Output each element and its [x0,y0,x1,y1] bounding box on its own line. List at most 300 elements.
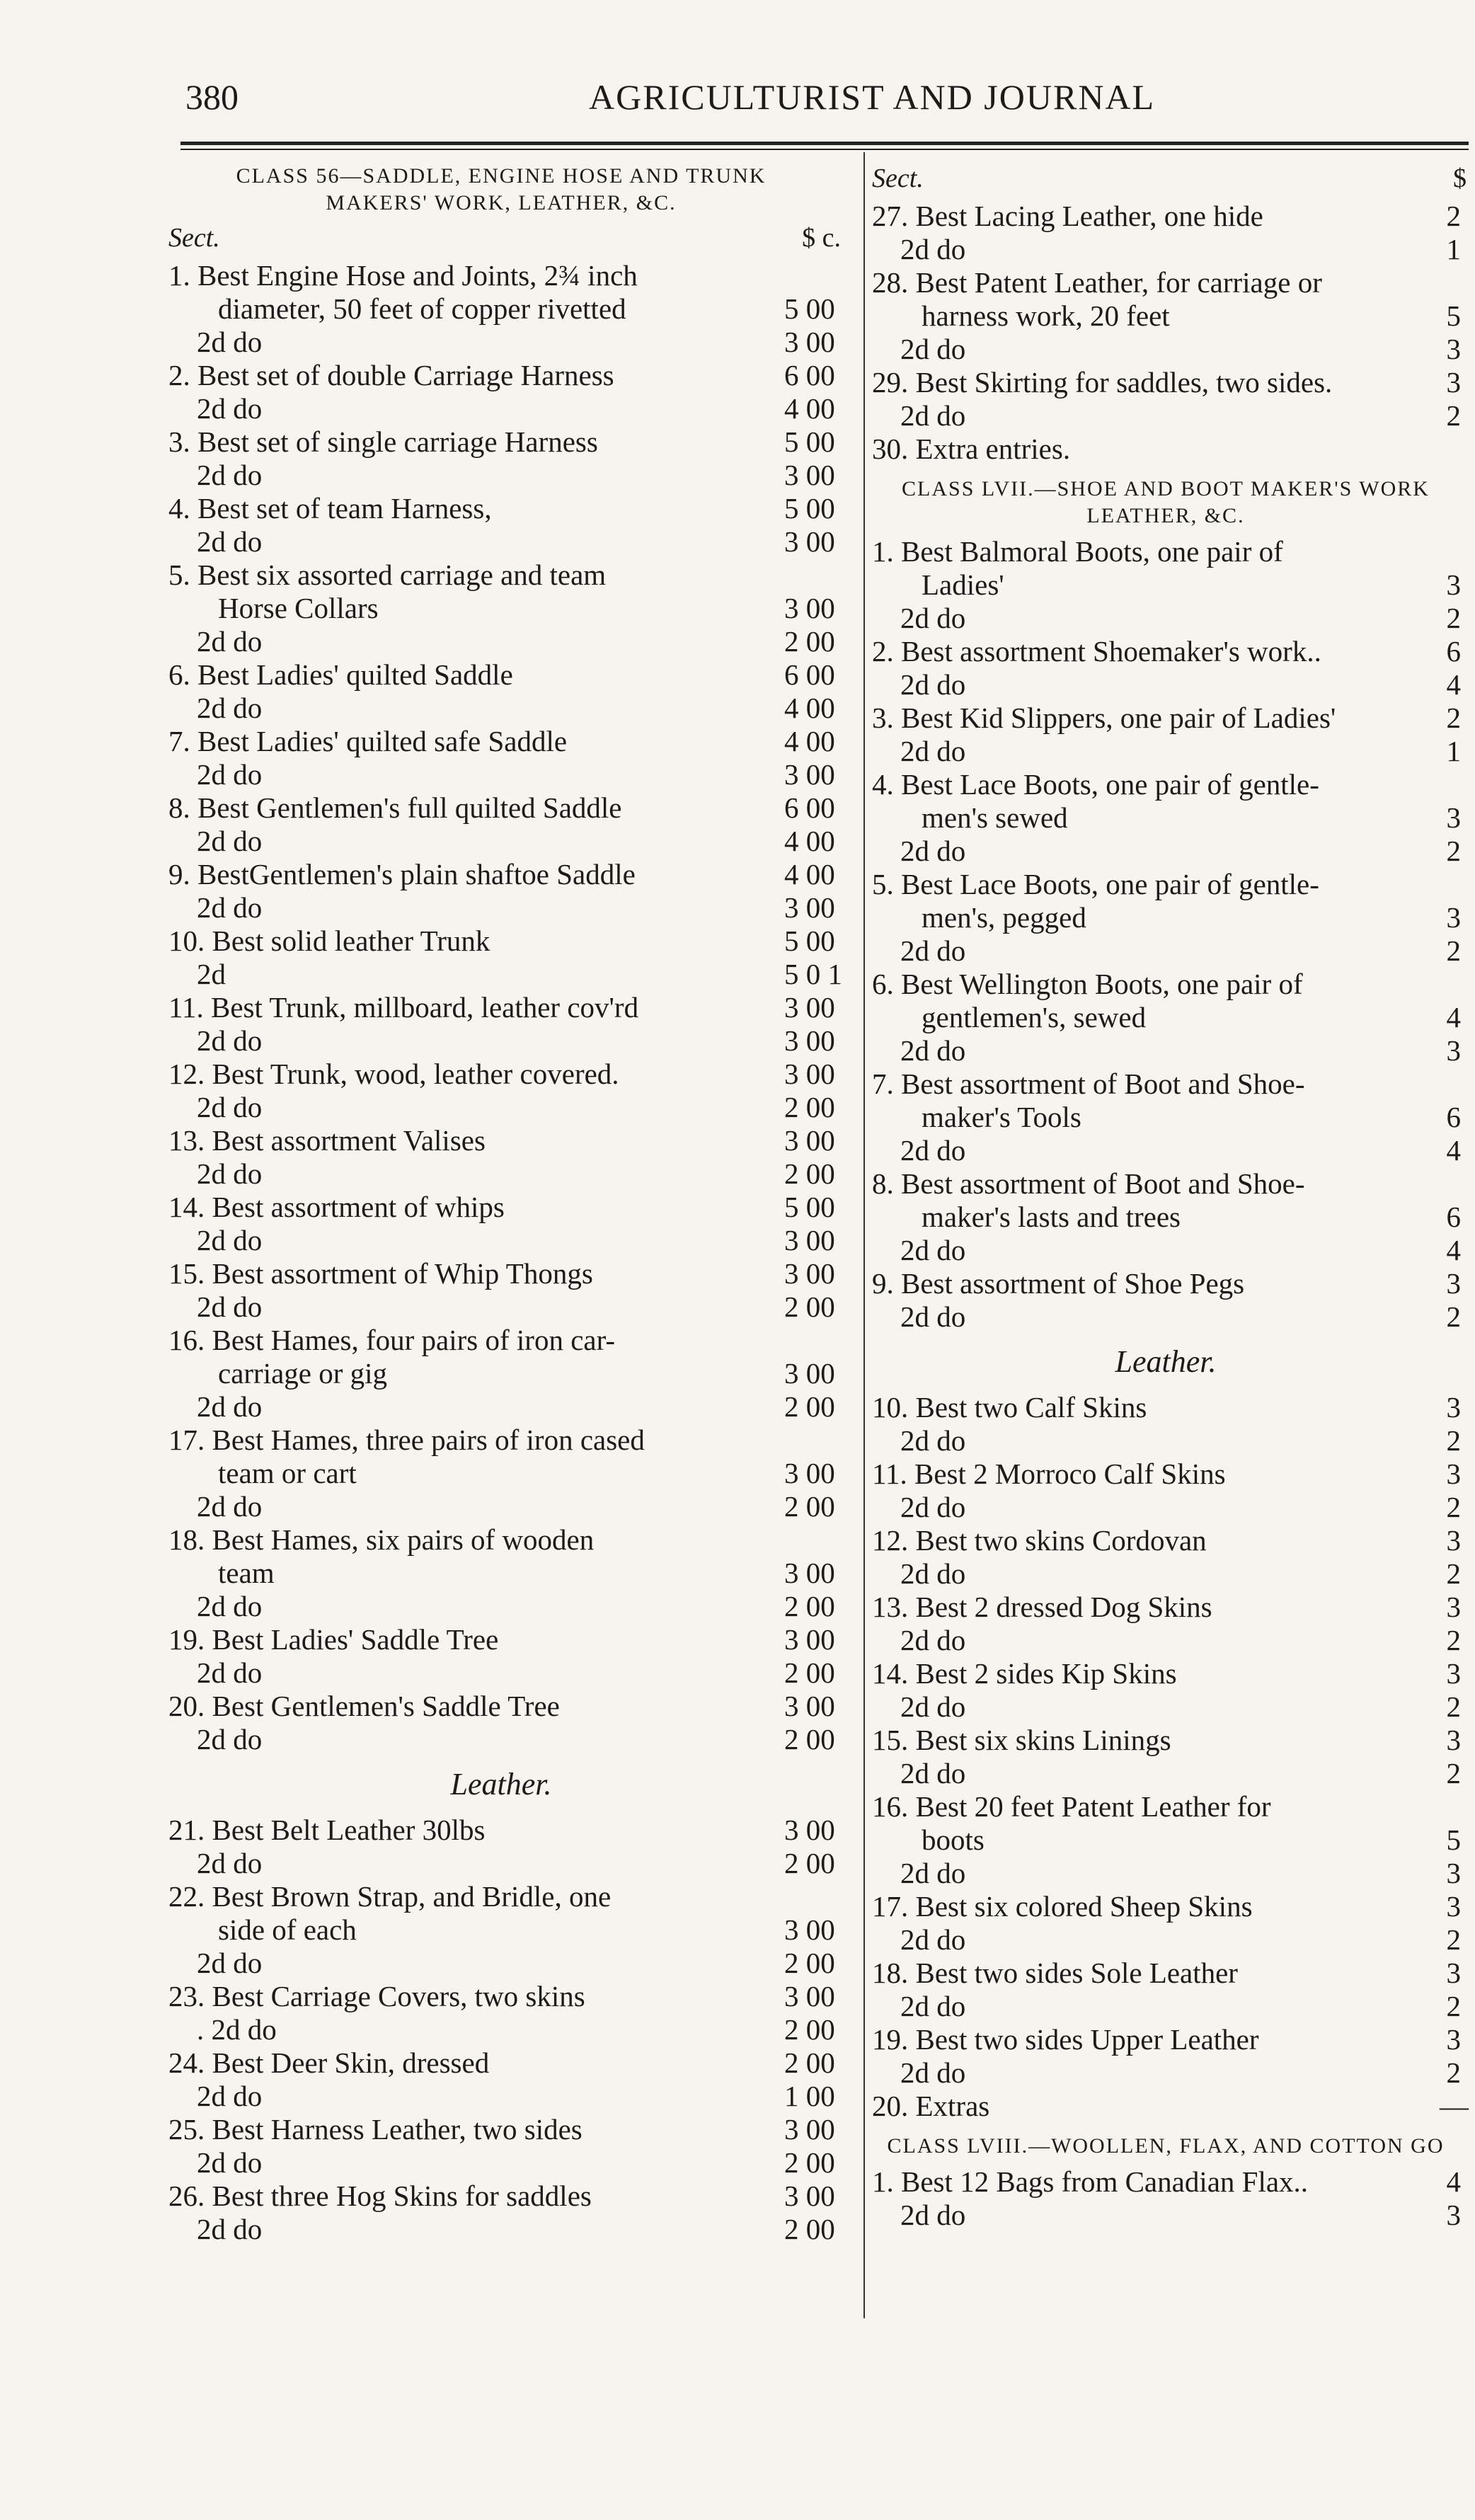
entry-price: 2 00 [784,2213,835,2245]
entry-text: 11. Best 2 Morroco Calf Skins [872,1457,1226,1490]
entry-price: 3 00 [784,525,835,558]
entry-text: 2. Best set of double Carriage Harness [168,359,614,391]
entry-line [872,1267,1459,1300]
entry-text: 2d do [900,735,966,767]
entry-price: 3 00 [784,1623,835,1656]
entry-line [872,768,1459,801]
entry-price: 3 00 [784,1257,835,1290]
entry-text: 2d do [900,1923,966,1956]
entry-price: 1 00 [784,2080,835,2112]
entry-price: 4 [1446,1234,1461,1266]
entry-line [872,602,1459,635]
entry-price: 5 00 [784,924,835,957]
entry-line [168,991,834,1024]
entry-line [168,1324,834,1357]
entry-price: 4 00 [784,692,835,724]
entry-text: 2d do [197,525,263,558]
entry-line [872,535,1459,568]
entry-price: 3 [1446,801,1461,834]
entry-price: 2 00 [784,1490,835,1523]
entry-line [872,735,1459,768]
entry-text: 19. Best Ladies' Saddle Tree [168,1623,499,1656]
entry-text: 1. Best Balmoral Boots, one pair of [872,535,1283,568]
entry-line [168,1947,834,1980]
entry-line [872,1757,1459,1790]
entry-text: 29. Best Skirting for saddles, two sides. [872,366,1333,399]
entry-price: 4 00 [784,725,835,757]
entry-line [168,1814,834,1847]
entry-price: 3 00 [784,1814,835,1846]
entry-line [168,1980,834,2013]
class-56-entries [168,259,842,1756]
entry-text: 2d do [900,1491,966,1523]
entry-text: 2d do [197,1224,263,1256]
entry-text: 2d do [197,1656,263,1689]
entry-price: 3 00 [784,991,835,1024]
entry-line [168,592,834,625]
entry-text: 9. BestGentlemen's plain shaftoe Saddle [168,858,636,890]
leather-subheading: Leather. [450,1767,552,1802]
entry-text: 17. Best Hames, three pairs of iron cased [168,1424,645,1456]
entry-price: 3 [1446,2023,1461,2056]
sect-header-row-right [872,163,1467,200]
entry-price: 2 00 [784,1947,835,1979]
class-57-entries [872,535,1459,1334]
class-57-heading [872,476,1459,529]
entry-price: 2 [1446,1757,1461,1789]
entry-line [168,2180,834,2213]
price-label: $ c. [802,223,841,253]
entry-text: 27. Best Lacing Leather, one hide [872,200,1263,232]
entry-price: 2 [1446,1990,1461,2022]
entry-price: 6 00 [784,658,835,691]
entry-text: 16. Best 20 feet Patent Leather for [872,1790,1271,1823]
entry-text: men's, pegged [922,901,1086,934]
entry-line [168,1523,834,1557]
entry-line [872,835,1459,868]
entry-price: 5 [1446,1823,1461,1856]
entry-price: 4 [1446,1001,1461,1033]
entry-price: 2 [1446,399,1461,432]
entry-price: 2 [1446,701,1461,734]
entry-text: 2d do [197,326,263,358]
entry-price: 3 [1446,333,1461,365]
entry-line [872,1234,1459,1267]
entry-text: 2d do [197,1157,263,1190]
entry-line [872,1300,1459,1334]
entry-line [872,1491,1459,1524]
entry-line [872,1034,1459,1067]
entry-text: 2d do [900,1757,966,1789]
entry-line [872,1067,1459,1101]
entry-text: 2d do [197,1723,263,1756]
entry-text: 2d do [197,1847,263,1879]
entry-price: 5 00 [784,1191,835,1223]
entry-text: 2d do [900,1034,966,1067]
sect-label: Sect. [168,223,220,253]
entry-price: 2 [1446,934,1461,967]
entry-text: 25. Best Harness Leather, two sides [168,2113,582,2146]
entry-line [872,2056,1459,2090]
entry-price: 2 00 [784,1290,835,1323]
entry-line [872,868,1459,901]
entry-line [168,1357,834,1390]
entry-line [872,399,1459,433]
entry-line [872,1923,1459,1957]
entry-text: 13. Best 2 dressed Dog Skins [872,1591,1212,1623]
entry-text: 2. Best assortment Shoemaker's work.. [872,635,1321,668]
entry-price: 3 [1446,2199,1461,2231]
entry-line [168,2113,834,2146]
entry-price: 2 [1446,1424,1461,1457]
price-label-right: $ [1453,164,1467,193]
entry-price: 3 00 [784,1224,835,1256]
entry-line [872,1624,1459,1657]
entry-price: 3 [1446,1657,1461,1690]
entry-price: 4 00 [784,392,835,425]
entry-text: 2d do [900,2199,966,2231]
entry-line [872,1591,1459,1624]
entry-price: 2 00 [784,1723,835,1756]
entry-price: 3 [1446,366,1461,399]
entry-price: 3 [1446,1267,1461,1300]
class-58-heading: CLASS LVIII.—WOOLLEN, FLAX, AND COTTON GO [887,2134,1445,2158]
entry-line [168,1124,834,1157]
class-56-continued-entries [872,200,1459,466]
entry-line [168,559,834,592]
entry-text: 2d do [197,2213,263,2245]
entry-price: 6 [1446,1101,1461,1133]
entry-line [872,801,1459,835]
sect-label-right: Sect. [872,164,924,193]
class-57-heading-line-2: LEATHER, &C. [1086,504,1245,527]
entry-text: 2d do [197,1024,263,1057]
class-57-leather-entries [872,1391,1469,2123]
entry-text: 2d do [197,1390,263,1423]
entry-price: 3 [1446,1034,1461,1067]
entry-text: men's sewed [922,801,1068,834]
entry-text: 2d do [900,1300,966,1333]
entry-price: 2 [1446,1923,1461,1956]
entry-text: 2d do [197,758,263,791]
entry-line [168,658,834,692]
entry-line [168,858,834,891]
entry-line [168,259,834,292]
class-56-leather-entries [168,1814,834,2246]
header-rule-thin [180,149,1469,150]
entry-price: 4 [1446,2165,1461,2198]
entry-text: 28. Best Patent Leather, for carriage or [872,266,1322,299]
entry-line [872,2023,1459,2056]
entry-text: 2d do [197,692,263,724]
entry-line [872,1424,1459,1457]
entry-text: 2d do [197,1947,263,1979]
entry-text: 20. Best Gentlemen's Saddle Tree [168,1690,560,1722]
entry-line [168,825,834,858]
entry-text: gentlemen's, sewed [922,1001,1147,1033]
entry-text: 2d do [197,459,263,491]
entry-text: 12. Best Trunk, wood, leather covered. [168,1058,619,1090]
entry-line [168,1157,834,1191]
entry-price: 2 [1446,2056,1461,2089]
entry-price: 6 00 [784,359,835,391]
entry-line [168,1913,834,1947]
entry-text: 7. Best Ladies' quilted safe Saddle [168,725,568,757]
entry-price: 2 00 [784,2013,835,2046]
entry-line [168,725,834,758]
entry-text: 2d do [197,625,263,658]
entry-price: 3 00 [784,459,835,491]
sect-header-row [168,222,841,259]
entry-text: 8. Best Gentlemen's full quilted Saddle [168,791,622,824]
entry-line [872,1890,1459,1923]
entry-price: — [1440,2090,1469,2122]
entry-text: 30. Extra entries. [872,433,1071,465]
entry-text: 2d do [900,835,966,867]
entry-line [168,758,834,791]
entry-price: 2 00 [784,1590,835,1622]
entry-price: 3 00 [784,1980,835,2012]
entry-line [872,934,1459,968]
entry-text: 2d [197,958,226,990]
entry-price: 3 [1446,1857,1461,1889]
entry-line [872,1201,1459,1234]
class-58-entries [872,2165,1459,2232]
leather-subheading-right: Leather. [1115,1344,1217,1379]
entry-line [168,1880,834,1913]
entry-price: 3 [1446,1457,1461,1490]
entry-text: 2d do [900,1990,966,2022]
entry-price: 6 [1446,1201,1461,1233]
entry-line [168,1024,834,1058]
entry-price: 2 [1446,200,1461,232]
entry-text: 9. Best assortment of Shoe Pegs [872,1267,1245,1300]
entry-line [872,266,1459,299]
entry-line [168,791,834,825]
entry-text: 2d do [900,1134,966,1167]
entry-text: carriage or gig [218,1357,388,1390]
entry-price: 3 [1446,901,1461,934]
entry-price: 2 [1446,835,1461,867]
entry-text: 2d do [197,2080,263,2112]
entry-price: 3 [1446,1591,1461,1623]
entry-text: 2d do [900,1690,966,1723]
entry-text: 2d do [197,1590,263,1622]
entry-line [872,2165,1459,2199]
entry-text: 6. Best Ladies' quilted Saddle [168,658,513,691]
entry-text: 2d do [197,392,263,425]
entry-text: harness work, 20 feet [922,299,1170,332]
entry-line [168,525,834,559]
entry-line [872,1101,1459,1134]
entry-line [168,1723,834,1756]
entry-text: team or cart [218,1457,357,1489]
entry-price: 3 00 [784,891,835,924]
entry-price: 2 00 [784,1091,835,1123]
entry-line [872,1457,1459,1491]
entry-line [168,1457,834,1490]
entry-line [168,1091,834,1124]
entry-price: 6 [1446,635,1461,668]
entry-line [872,968,1459,1001]
entry-price: 2 00 [784,625,835,658]
entry-line [168,1490,834,1523]
entry-text: 23. Best Carriage Covers, two skins [168,1980,585,2012]
entry-line [168,1191,834,1224]
entry-text: 2d do [900,602,966,634]
entry-line [872,1790,1459,1823]
entry-text: 2d do [900,333,966,365]
entry-text: 2d do [900,2056,966,2089]
entry-text: 13. Best assortment Valises [168,1124,486,1157]
entry-price: 3 00 [784,758,835,791]
entry-price: 3 [1446,1391,1461,1424]
class-57-heading-line-1: CLASS LVII.—SHOE AND BOOT MAKER'S WORK [902,477,1430,500]
entry-price: 4 [1446,1134,1461,1167]
entry-price: 3 00 [784,1690,835,1722]
entry-line [872,701,1459,735]
entry-text: 21. Best Belt Leather 30lbs [168,1814,486,1846]
entry-price: 3 [1446,1524,1461,1557]
entry-line [168,1224,834,1257]
entry-price: 3 [1446,1957,1461,1989]
entry-price: 2 [1446,1624,1461,1656]
entry-price: 3 00 [784,1124,835,1157]
entry-text: 7. Best assortment of Boot and Shoe- [872,1067,1305,1100]
entry-line [168,459,834,492]
entry-price: 2 [1446,602,1461,634]
entry-line [872,1990,1459,2023]
entry-text: 2d do [900,1557,966,1590]
entry-text: 2d do [900,1234,966,1266]
entry-text: 20. Extras [872,2090,990,2122]
entry-price: 2 [1446,1557,1461,1590]
entry-line [168,1424,834,1457]
entry-line [168,1290,834,1324]
entry-text: Ladies' [922,568,1004,601]
entry-line [872,1823,1459,1857]
entry-price: 3 00 [784,1357,835,1390]
entry-line [872,568,1459,602]
entry-text: 15. Best six skins Linings [872,1724,1171,1756]
entry-text: 19. Best two sides Upper Leather [872,2023,1259,2056]
entry-line [168,1390,834,1424]
entry-line [168,359,834,392]
entry-line [872,901,1459,934]
entry-text: 2d do [900,399,966,432]
entry-line [872,1557,1459,1591]
entry-text: maker's Tools [922,1101,1081,1133]
entry-price: 5 0 1 [784,958,842,990]
entry-price: 3 [1446,1890,1461,1923]
entry-line [168,1590,834,1623]
entry-text: 2d do [900,1624,966,1656]
entry-line [168,392,834,425]
entry-line [872,1001,1459,1034]
entry-line [168,1058,834,1091]
entry-price: 3 00 [784,2180,835,2212]
entry-price: 6 00 [784,791,835,824]
entry-price: 2 00 [784,1390,835,1423]
entry-price: 2 00 [784,2146,835,2179]
page-header [185,76,1438,133]
entry-text: 11. Best Trunk, millboard, leather cov'rd [168,991,639,1024]
entry-text: 15. Best assortment of Whip Thongs [168,1257,593,1290]
entry-price: 4 00 [784,825,835,857]
entry-line [168,2080,834,2113]
entry-price: 2 [1446,1491,1461,1523]
entry-price: 5 [1446,299,1461,332]
entry-text: diameter, 50 feet of copper rivetted [218,292,626,325]
entry-line [168,2013,834,2046]
header-rule [180,142,1469,145]
entry-price: 3 00 [784,1457,835,1489]
entry-price: 3 [1446,568,1461,601]
entry-price: 3 00 [784,326,835,358]
entry-text: 2d do [900,934,966,967]
entry-line [168,425,834,459]
entry-price: 3 00 [784,1058,835,1090]
entry-line [872,233,1459,266]
entry-text: 2d do [900,668,966,701]
entry-line [168,2213,834,2246]
entry-text: 1. Best 12 Bags from Canadian Flax.. [872,2165,1309,2198]
page-number: 380 [185,77,239,117]
entry-text: 12. Best two skins Cordovan [872,1524,1207,1557]
entry-text: 22. Best Brown Strap, and Bridle, one [168,1880,612,1913]
entry-line [168,1623,834,1656]
entry-price: 2 [1446,1690,1461,1723]
entry-price: 1 [1446,735,1461,767]
entry-line [168,492,834,525]
entry-line [872,2199,1459,2232]
entry-price: 4 00 [784,858,835,890]
entry-line [872,1690,1459,1724]
entry-text: 18. Best two sides Sole Leather [872,1957,1238,1989]
entry-text: 10. Best solid leather Trunk [168,924,490,957]
entry-line [872,1391,1459,1424]
entry-text: 2d do [197,2146,263,2179]
entry-line [872,1657,1459,1690]
class-56-heading [168,163,834,217]
entry-price: 3 00 [784,1913,835,1946]
entry-price: 2 00 [784,1157,835,1190]
entry-text: 2d do [197,1490,263,1523]
entry-text: 18. Best Hames, six pairs of wooden [168,1523,595,1556]
entry-line [872,2090,1469,2123]
running-title: AGRICULTURIST AND JOURNAL [589,77,1156,117]
entry-line [872,1957,1459,1990]
entry-text: 2d do [900,1857,966,1889]
entry-line [872,433,1459,466]
entry-text: 8. Best assortment of Boot and Shoe- [872,1167,1305,1200]
entry-line [168,924,834,958]
entry-price: 3 [1446,1724,1461,1756]
entry-price: 3 00 [784,592,835,624]
entry-line [168,1690,834,1723]
entry-text: 14. Best assortment of whips [168,1191,505,1223]
entry-line [872,1524,1459,1557]
entry-line [168,958,842,991]
entry-text: team [218,1557,275,1589]
entry-text: 5. Best six assorted carriage and team [168,559,607,591]
entry-text: 2d do [900,1424,966,1457]
left-column [168,163,842,2246]
entry-line [872,333,1459,366]
entry-line [872,1167,1459,1201]
entry-text: 4. Best set of team Harness, [168,492,492,525]
entry-price: 5 00 [784,492,835,525]
